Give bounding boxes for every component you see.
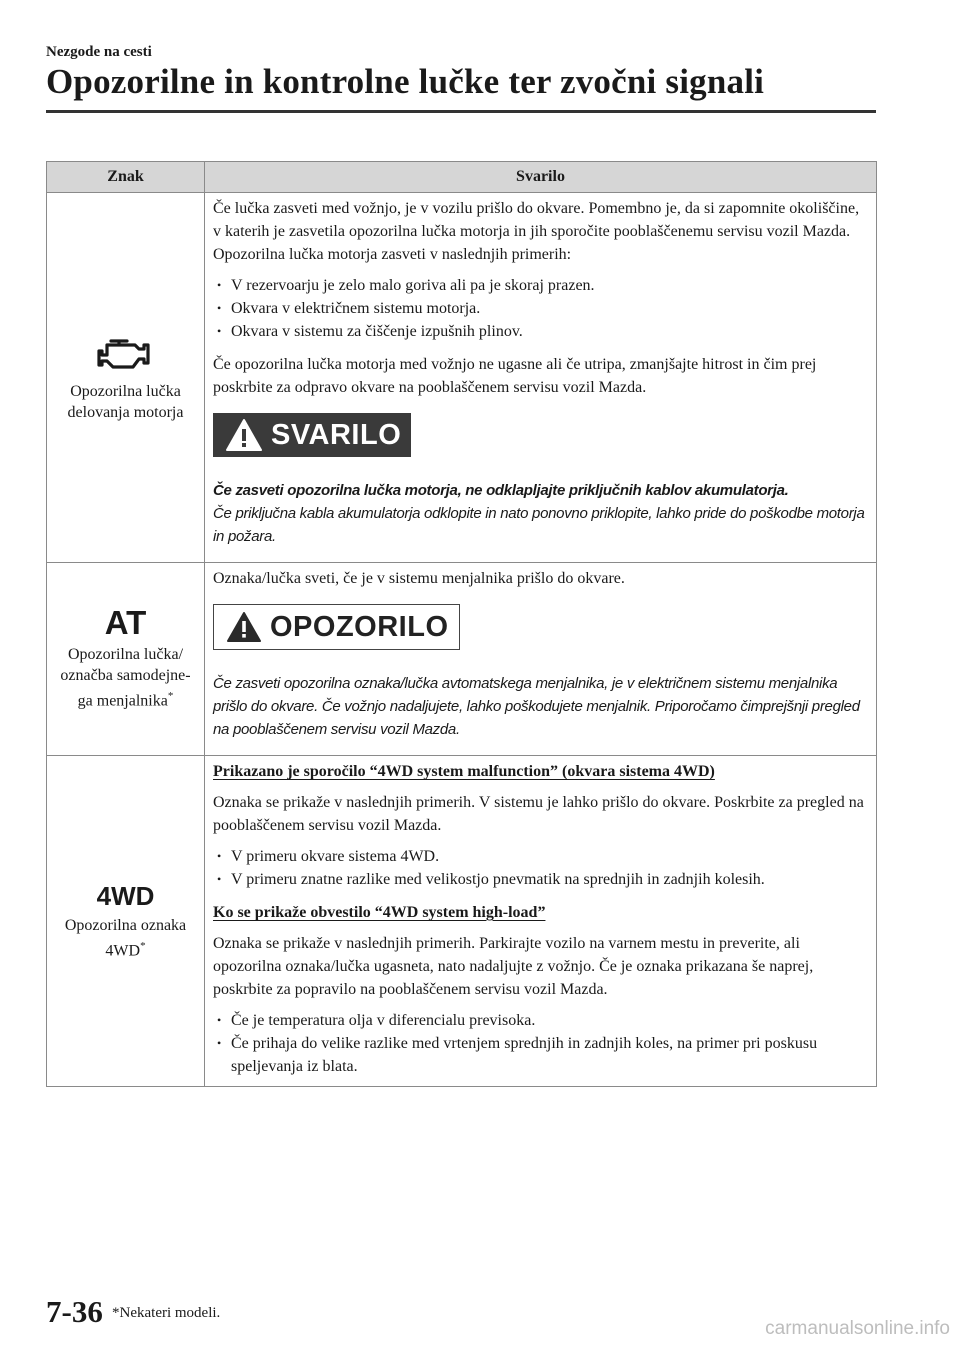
column-header-sign: Znak bbox=[47, 162, 205, 193]
sign-label bbox=[51, 915, 200, 961]
warning-triangle-icon bbox=[225, 418, 263, 452]
asterisk: * bbox=[167, 690, 174, 703]
list-item: • Okvara v sistemu za čiščenje izpušnih plinov. bbox=[213, 320, 868, 343]
warning-text bbox=[213, 479, 868, 548]
warning-body-text: Če priključna kabla akumulatorja odklopite in nato ponovno priklopite, lahko pride do poškodbe motorja in požara. bbox=[213, 505, 865, 545]
description-text: Oznaka se prikaže v naslednjih primerih. Parkirajte vozilo na varnem mestu in preverite, ali opozorilna oznaka/lučka ugasneta, nato nadaljujte z vožnjo. Če je oznaka prikazana še naprej, poskrbite za popravilo na pooblaščenem servisu vozil Mazda. bbox=[213, 935, 814, 998]
sign-label-text: Opozorilna oznaka 4WD bbox=[64, 916, 187, 960]
subheading: Prikazano je sporočilo “4WD system malfunction” (okvara sistema 4WD) bbox=[213, 763, 715, 780]
watermark: carmanualsonline.info bbox=[765, 1318, 950, 1339]
warning-label: SVARILO bbox=[271, 418, 402, 451]
description-text: Oznaka/lučka sveti, če je v sistemu menjalnika prišlo do okvare. bbox=[213, 570, 625, 587]
title-rule bbox=[46, 110, 876, 113]
warning-lights-table bbox=[46, 161, 877, 1087]
caution-text: Če zasveti opozorilna oznaka/lučka avtomatskega menjalnika, je v električnem sistemu menjalnika prišlo do okvare. Če vožnjo nadaljujete, lahko poškodujete menjalnik. Priporočamo čimprejšnji pregled na pooblaščenem servisu vozil Mazda. bbox=[213, 675, 860, 738]
section-label: Nezgode na cesti bbox=[46, 44, 152, 60]
list-item: • V primeru okvare sistema 4WD. bbox=[213, 845, 868, 868]
4wd-symbol: 4WD bbox=[96, 880, 155, 911]
description-cell bbox=[205, 193, 877, 563]
caution-banner bbox=[213, 604, 460, 650]
warning-triangle-icon bbox=[226, 611, 262, 643]
description-text: Oznaka se prikaže v naslednjih primerih. V sistemu je lahko prišlo do okvare. Poskrbite za pregled na pooblaščenem servisu vozil Mazda. bbox=[213, 794, 864, 834]
footnote: *Nekateri modeli. bbox=[112, 1305, 221, 1321]
warning-banner bbox=[213, 413, 411, 457]
warning-bold-text: Če zasveti opozorilna lučka motorja, ne odklapljajte priključnih kablov akumulatorja. bbox=[213, 482, 789, 499]
list-item: • V rezervoarju je zelo malo goriva ali pa je skoraj prazen. bbox=[213, 274, 868, 297]
column-header-warning: Svarilo bbox=[205, 162, 877, 193]
sign-label: Opozorilna lučka delovanja motorja bbox=[67, 382, 184, 421]
table-row bbox=[47, 756, 877, 1087]
cause-list bbox=[213, 845, 868, 891]
description-cell bbox=[205, 563, 877, 756]
list-item: • Če je temperatura olja v diferencialu previsoka. bbox=[213, 1009, 868, 1032]
engine-check-icon bbox=[97, 333, 155, 373]
cause-list bbox=[213, 1009, 868, 1078]
sign-cell bbox=[47, 193, 205, 563]
sign-label bbox=[51, 644, 200, 711]
asterisk: * bbox=[140, 939, 146, 952]
description-cell bbox=[205, 756, 877, 1087]
description-text: Opozorilna lučka motorja zasveti v naslednjih primerih: bbox=[213, 246, 572, 263]
sign-label-text: Opozorilna lučka/ označba samodejne- ga menjalnika bbox=[60, 646, 191, 710]
list-item: • V primeru znatne razlike med velikostjo pnevmatik na sprednjih in zadnjih kolesih. bbox=[213, 868, 868, 891]
caution-label: OPOZORILO bbox=[270, 610, 449, 643]
cause-list bbox=[213, 274, 868, 343]
list-item: • Če prihaja do velike razlike med vrtenjem sprednjih in zadnjih koles, na primer pri poskusu speljevanja iz blata. bbox=[213, 1032, 868, 1078]
at-symbol: AT bbox=[104, 604, 147, 642]
sign-cell bbox=[47, 756, 205, 1087]
page-title: Opozorilne in kontrolne lučke ter zvočni signali bbox=[46, 62, 765, 101]
description-text: Če lučka zasveti med vožnjo, je v vozilu prišlo do okvare. Pomembno je, da si zapomnite okoliščine, v katerih je zasvetila opozorilna lučka motorja in jih sporočite pooblaščenemu servisu vozil Mazda. bbox=[213, 200, 860, 240]
page-number: 7-36 bbox=[46, 1294, 103, 1329]
sign-cell bbox=[47, 563, 205, 756]
table-row bbox=[47, 193, 877, 563]
list-item: • Okvara v električnem sistemu motorja. bbox=[213, 297, 868, 320]
table-row bbox=[47, 563, 877, 756]
table-header-row bbox=[47, 162, 877, 193]
description-text: Če opozorilna lučka motorja med vožnjo ne ugasne ali če utripa, zmanjšajte hitrost in čim prej poskrbite za odpravo okvare na pooblaščenem servisu vozil Mazda. bbox=[213, 356, 817, 396]
subheading: Ko se prikaže obvestilo “4WD system high-load” bbox=[213, 904, 546, 921]
